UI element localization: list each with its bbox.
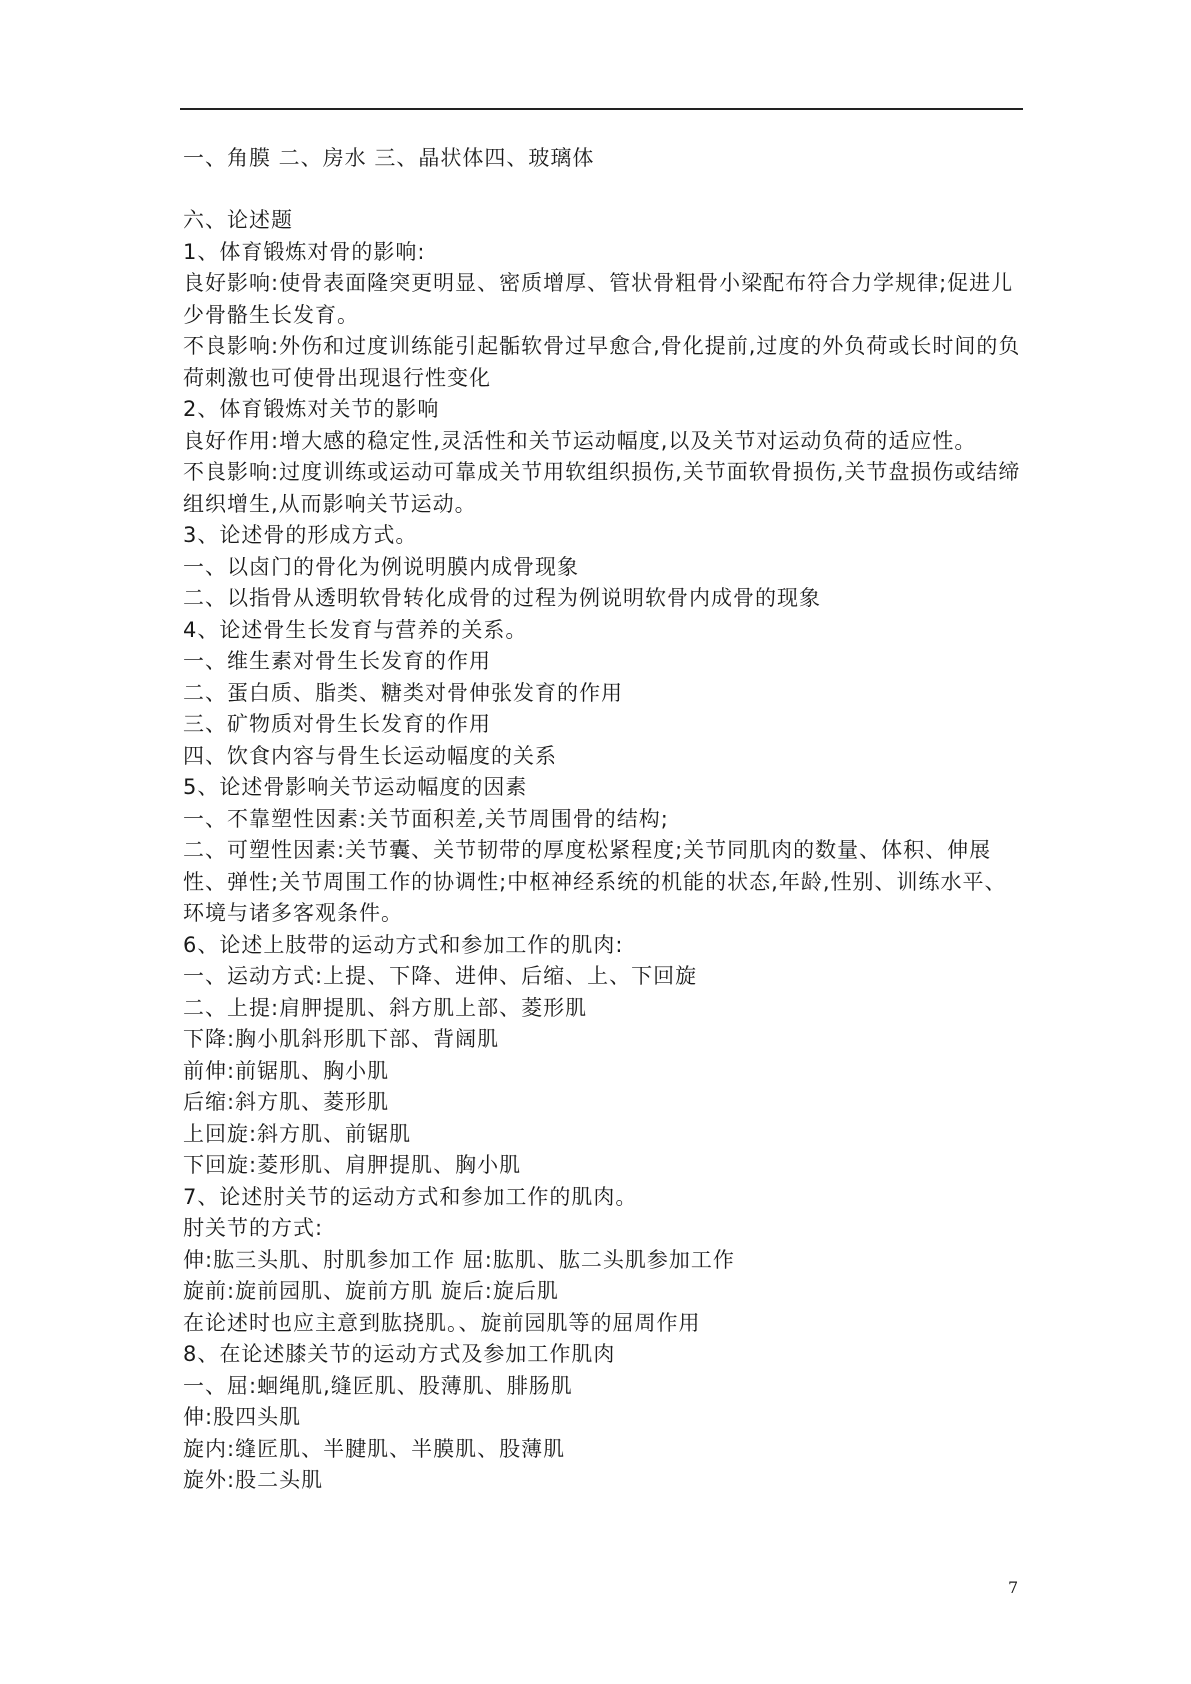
document-body <box>183 205 1023 1497</box>
paragraph: 旋内:缝匠肌、半腱肌、半膜肌、股薄肌 <box>183 1436 566 1461</box>
paragraph: 伸:股四头肌 <box>183 1405 302 1429</box>
paragraph: 不良影响:外伤和过度训练能引起骺软骨过早愈合,骨化提前,过度的外负荷或长时间的负荷刺激也可使骨出现退行性变化 <box>183 334 1021 390</box>
page-number: 7 <box>1008 1578 1019 1597</box>
question-title: 4、论述骨生长发育与营养的关系。 <box>183 617 528 642</box>
question-title: 5、论述骨影响关节运动幅度的因素 <box>183 775 528 799</box>
question-title: 8、在论述膝关节的运动方式及参加工作肌肉 <box>183 1342 616 1366</box>
paragraph: 旋外:股二头肌 <box>183 1468 324 1492</box>
question-title: 6、论述上肢带的运动方式和参加工作的肌肉: <box>183 932 624 957</box>
paragraph: 伸:肱三头肌、肘肌参加工作 屈:肱肌、肱二头肌参加工作 <box>183 1247 735 1272</box>
paragraph: 良好影响:使骨表面隆突更明显、密质增厚、管状骨粗骨小梁配布符合力学规律;促进儿少骨骼生长发育。 <box>183 271 1014 327</box>
paragraph: 上回旋:斜方肌、前锯肌 <box>183 1121 412 1146</box>
question-title: 1、体育锻炼对骨的影响: <box>183 239 426 264</box>
paragraph: 二、可塑性因素:关节囊、关节韧带的厚度松紧程度;关节同肌肉的数量、体积、伸展性、弹性;关节周围工作的协调性;中枢神经系统的机能的状态,年龄,性别、训练水平、环境与诸多客观条件。 <box>183 838 1007 925</box>
paragraph: 二、上提:肩胛提肌、斜方肌上部、菱形肌 <box>183 995 588 1020</box>
paragraph: 三、矿物质对骨生长发育的作用 <box>183 712 491 736</box>
paragraph: 下降:胸小肌斜形肌下部、背阔肌 <box>183 1027 500 1051</box>
paragraph: 肘关节的方式: <box>183 1216 324 1240</box>
paragraph: 在论述时也应主意到肱挠肌。、旋前园肌等的屈周作用 <box>183 1310 701 1335</box>
paragraph: 一、运动方式:上提、下降、进伸、后缩、上、下回旋 <box>183 964 698 988</box>
header-rule <box>180 108 1023 110</box>
question-title: 2、体育锻炼对关节的影响 <box>183 397 440 421</box>
paragraph: 二、蛋白质、脂类、糖类对骨伸张发育的作用 <box>183 680 623 705</box>
paragraph: 旋前:旋前园肌、旋前方肌 旋后:旋后肌 <box>183 1279 559 1303</box>
paragraph: 一、屈:蛔绳肌,缝匠肌、股薄肌、腓肠肌 <box>183 1373 573 1398</box>
answer-line: 一、角膜 二、房水 三、晶状体四、玻璃体 <box>183 146 595 170</box>
paragraph: 二、以指骨从透明软骨转化成骨的过程为例说明软骨内成骨的现象 <box>183 586 821 610</box>
section-heading: 六、论述题 <box>183 208 293 232</box>
paragraph: 良好作用:增大感的稳定性,灵活性和关节运动幅度,以及关节对运动负荷的适应性。 <box>183 428 977 453</box>
paragraph: 一、维生素对骨生长发育的作用 <box>183 649 491 673</box>
paragraph: 一、不靠塑性因素:关节面积差,关节周围骨的结构; <box>183 806 669 831</box>
question-title: 7、论述肘关节的运动方式和参加工作的肌肉。 <box>183 1184 638 1209</box>
paragraph: 四、饮食内容与骨生长运动幅度的关系 <box>183 743 557 768</box>
question-title: 3、论述骨的形成方式。 <box>183 523 418 547</box>
paragraph: 下回旋:菱形肌、肩胛提肌、胸小肌 <box>183 1153 522 1177</box>
paragraph: 一、以卤门的骨化为例说明膜内成骨现象 <box>183 554 579 579</box>
paragraph: 不良影响:过度训练或运动可靠成关节用软组织损伤,关节面软骨损伤,关节盘损伤或结缔组织增生,从而影响关节运动。 <box>183 460 1021 516</box>
paragraph: 前伸:前锯肌、胸小肌 <box>183 1058 390 1083</box>
paragraph: 后缩:斜方肌、菱形肌 <box>183 1090 390 1114</box>
